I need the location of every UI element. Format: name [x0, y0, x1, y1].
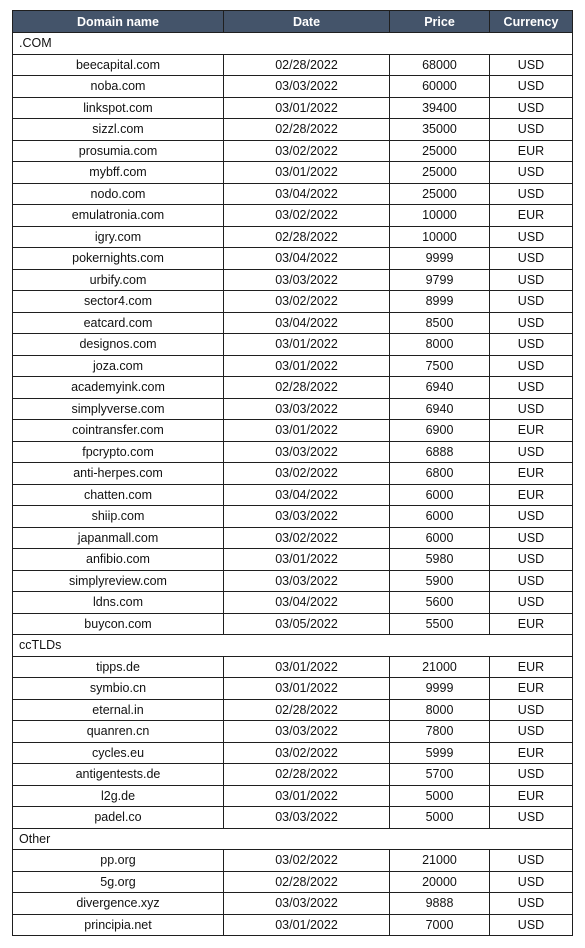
- domain-cell: sector4.com: [13, 291, 224, 313]
- currency-cell: USD: [490, 699, 573, 721]
- domain-cell: nodo.com: [13, 183, 224, 205]
- domain-cell: prosumia.com: [13, 140, 224, 162]
- domain-cell: urbify.com: [13, 269, 224, 291]
- date-cell: 03/02/2022: [224, 463, 390, 485]
- currency-cell: USD: [490, 764, 573, 786]
- table-row: [13, 420, 573, 442]
- table-row: [13, 183, 573, 205]
- table-row: [13, 678, 573, 700]
- domain-cell: designos.com: [13, 334, 224, 356]
- currency-cell: EUR: [490, 613, 573, 635]
- table-row: [13, 54, 573, 76]
- domain-cell: eternal.in: [13, 699, 224, 721]
- price-cell: 8500: [390, 312, 490, 334]
- domain-cell: quanren.cn: [13, 721, 224, 743]
- currency-cell: USD: [490, 807, 573, 829]
- price-cell: 5000: [390, 785, 490, 807]
- section-row: [13, 635, 573, 657]
- price-cell: 5700: [390, 764, 490, 786]
- table-row: [13, 291, 573, 313]
- domain-cell: joza.com: [13, 355, 224, 377]
- domain-cell: divergence.xyz: [13, 893, 224, 915]
- table-row: [13, 269, 573, 291]
- price-cell: 25000: [390, 140, 490, 162]
- date-cell: 02/28/2022: [224, 226, 390, 248]
- domain-sales-table: [12, 10, 573, 936]
- price-cell: 21000: [390, 656, 490, 678]
- date-cell: 03/03/2022: [224, 398, 390, 420]
- table-row: [13, 527, 573, 549]
- table-row: [13, 893, 573, 915]
- domain-cell: symbio.cn: [13, 678, 224, 700]
- header-domain-name: Domain name: [13, 11, 224, 33]
- currency-cell: USD: [490, 355, 573, 377]
- section-label: ccTLDs: [13, 635, 573, 657]
- domain-cell: antigentests.de: [13, 764, 224, 786]
- price-cell: 6940: [390, 398, 490, 420]
- domain-cell: pokernights.com: [13, 248, 224, 270]
- domain-cell: chatten.com: [13, 484, 224, 506]
- table-row: [13, 764, 573, 786]
- currency-cell: USD: [490, 226, 573, 248]
- table-body: [13, 33, 573, 936]
- date-cell: 03/02/2022: [224, 742, 390, 764]
- date-cell: 02/28/2022: [224, 699, 390, 721]
- date-cell: 03/03/2022: [224, 893, 390, 915]
- table-row: [13, 119, 573, 141]
- domain-cell: anfibio.com: [13, 549, 224, 571]
- table-row: [13, 140, 573, 162]
- price-cell: 5000: [390, 807, 490, 829]
- domain-cell: linkspot.com: [13, 97, 224, 119]
- domain-cell: fpcrypto.com: [13, 441, 224, 463]
- price-cell: 5900: [390, 570, 490, 592]
- price-cell: 7800: [390, 721, 490, 743]
- date-cell: 03/02/2022: [224, 527, 390, 549]
- date-cell: 03/04/2022: [224, 484, 390, 506]
- date-cell: 03/04/2022: [224, 248, 390, 270]
- table-row: [13, 226, 573, 248]
- date-cell: 02/28/2022: [224, 871, 390, 893]
- date-cell: 03/03/2022: [224, 807, 390, 829]
- date-cell: 03/01/2022: [224, 420, 390, 442]
- price-cell: 39400: [390, 97, 490, 119]
- currency-cell: EUR: [490, 742, 573, 764]
- currency-cell: EUR: [490, 205, 573, 227]
- date-cell: 03/02/2022: [224, 205, 390, 227]
- section-label: .COM: [13, 33, 573, 55]
- price-cell: 25000: [390, 183, 490, 205]
- table-row: [13, 914, 573, 936]
- header-price: Price: [390, 11, 490, 33]
- currency-cell: USD: [490, 162, 573, 184]
- section-label: Other: [13, 828, 573, 850]
- domain-cell: padel.co: [13, 807, 224, 829]
- date-cell: 03/03/2022: [224, 269, 390, 291]
- date-cell: 03/01/2022: [224, 678, 390, 700]
- price-cell: 8999: [390, 291, 490, 313]
- domain-cell: sizzl.com: [13, 119, 224, 141]
- table-row: [13, 656, 573, 678]
- date-cell: 03/03/2022: [224, 506, 390, 528]
- price-cell: 6940: [390, 377, 490, 399]
- date-cell: 03/02/2022: [224, 140, 390, 162]
- currency-cell: USD: [490, 312, 573, 334]
- price-cell: 35000: [390, 119, 490, 141]
- table-row: [13, 871, 573, 893]
- table-row: [13, 592, 573, 614]
- price-cell: 9999: [390, 678, 490, 700]
- date-cell: 02/28/2022: [224, 377, 390, 399]
- date-cell: 03/05/2022: [224, 613, 390, 635]
- date-cell: 03/03/2022: [224, 570, 390, 592]
- price-cell: 5980: [390, 549, 490, 571]
- currency-cell: EUR: [490, 678, 573, 700]
- domain-cell: simplyreview.com: [13, 570, 224, 592]
- currency-cell: USD: [490, 97, 573, 119]
- currency-cell: USD: [490, 721, 573, 743]
- currency-cell: EUR: [490, 140, 573, 162]
- domain-cell: cycles.eu: [13, 742, 224, 764]
- date-cell: 02/28/2022: [224, 764, 390, 786]
- date-cell: 02/28/2022: [224, 54, 390, 76]
- header-date: Date: [224, 11, 390, 33]
- price-cell: 68000: [390, 54, 490, 76]
- price-cell: 21000: [390, 850, 490, 872]
- table-row: [13, 506, 573, 528]
- domain-cell: noba.com: [13, 76, 224, 98]
- domain-cell: simplyverse.com: [13, 398, 224, 420]
- currency-cell: EUR: [490, 656, 573, 678]
- price-cell: 6888: [390, 441, 490, 463]
- price-cell: 9999: [390, 248, 490, 270]
- domain-cell: ldns.com: [13, 592, 224, 614]
- currency-cell: USD: [490, 183, 573, 205]
- currency-cell: EUR: [490, 484, 573, 506]
- currency-cell: USD: [490, 398, 573, 420]
- currency-cell: USD: [490, 76, 573, 98]
- table-row: [13, 613, 573, 635]
- domain-cell: emulatronia.com: [13, 205, 224, 227]
- price-cell: 8000: [390, 334, 490, 356]
- currency-cell: USD: [490, 248, 573, 270]
- currency-cell: USD: [490, 119, 573, 141]
- section-row: [13, 828, 573, 850]
- table-row: [13, 850, 573, 872]
- table-row: [13, 334, 573, 356]
- table-row: [13, 549, 573, 571]
- table-row: [13, 312, 573, 334]
- price-cell: 7500: [390, 355, 490, 377]
- currency-cell: USD: [490, 291, 573, 313]
- date-cell: 03/03/2022: [224, 76, 390, 98]
- table-row: [13, 463, 573, 485]
- currency-cell: USD: [490, 914, 573, 936]
- price-cell: 5600: [390, 592, 490, 614]
- date-cell: 03/01/2022: [224, 914, 390, 936]
- price-cell: 10000: [390, 226, 490, 248]
- price-cell: 6800: [390, 463, 490, 485]
- price-cell: 60000: [390, 76, 490, 98]
- date-cell: 03/02/2022: [224, 850, 390, 872]
- table-row: [13, 76, 573, 98]
- date-cell: 03/01/2022: [224, 97, 390, 119]
- domain-cell: igry.com: [13, 226, 224, 248]
- currency-cell: EUR: [490, 785, 573, 807]
- table-row: [13, 484, 573, 506]
- currency-cell: USD: [490, 893, 573, 915]
- currency-cell: USD: [490, 377, 573, 399]
- price-cell: 6000: [390, 506, 490, 528]
- domain-cell: academyink.com: [13, 377, 224, 399]
- table-row: [13, 162, 573, 184]
- price-cell: 5999: [390, 742, 490, 764]
- table-row: [13, 355, 573, 377]
- domain-cell: 5g.org: [13, 871, 224, 893]
- date-cell: 03/04/2022: [224, 312, 390, 334]
- date-cell: 03/01/2022: [224, 162, 390, 184]
- currency-cell: USD: [490, 850, 573, 872]
- domain-cell: cointransfer.com: [13, 420, 224, 442]
- currency-cell: USD: [490, 334, 573, 356]
- domain-cell: l2g.de: [13, 785, 224, 807]
- domain-cell: principia.net: [13, 914, 224, 936]
- domain-cell: mybff.com: [13, 162, 224, 184]
- table-row: [13, 699, 573, 721]
- date-cell: 03/04/2022: [224, 183, 390, 205]
- currency-cell: USD: [490, 871, 573, 893]
- currency-cell: USD: [490, 527, 573, 549]
- price-cell: 8000: [390, 699, 490, 721]
- date-cell: 03/01/2022: [224, 549, 390, 571]
- price-cell: 9799: [390, 269, 490, 291]
- currency-cell: USD: [490, 506, 573, 528]
- table-header: [13, 11, 573, 33]
- currency-cell: USD: [490, 54, 573, 76]
- section-row: [13, 33, 573, 55]
- domain-cell: pp.org: [13, 850, 224, 872]
- domain-cell: beecapital.com: [13, 54, 224, 76]
- price-cell: 10000: [390, 205, 490, 227]
- price-cell: 7000: [390, 914, 490, 936]
- table-row: [13, 441, 573, 463]
- price-cell: 5500: [390, 613, 490, 635]
- currency-cell: EUR: [490, 420, 573, 442]
- currency-cell: USD: [490, 592, 573, 614]
- currency-cell: USD: [490, 269, 573, 291]
- table-row: [13, 570, 573, 592]
- table-row: [13, 807, 573, 829]
- date-cell: 03/02/2022: [224, 291, 390, 313]
- currency-cell: EUR: [490, 463, 573, 485]
- domain-cell: shiip.com: [13, 506, 224, 528]
- table-row: [13, 205, 573, 227]
- date-cell: 03/01/2022: [224, 334, 390, 356]
- table-row: [13, 742, 573, 764]
- table-row: [13, 721, 573, 743]
- domain-cell: eatcard.com: [13, 312, 224, 334]
- currency-cell: USD: [490, 570, 573, 592]
- date-cell: 03/03/2022: [224, 441, 390, 463]
- table-row: [13, 97, 573, 119]
- date-cell: 02/28/2022: [224, 119, 390, 141]
- domain-cell: tipps.de: [13, 656, 224, 678]
- header-currency: Currency: [490, 11, 573, 33]
- table-row: [13, 398, 573, 420]
- table-row: [13, 785, 573, 807]
- domain-cell: buycon.com: [13, 613, 224, 635]
- domain-cell: japanmall.com: [13, 527, 224, 549]
- date-cell: 03/01/2022: [224, 785, 390, 807]
- header-row: [13, 11, 573, 33]
- price-cell: 20000: [390, 871, 490, 893]
- date-cell: 03/01/2022: [224, 656, 390, 678]
- price-cell: 6000: [390, 527, 490, 549]
- date-cell: 03/03/2022: [224, 721, 390, 743]
- date-cell: 03/01/2022: [224, 355, 390, 377]
- price-cell: 6900: [390, 420, 490, 442]
- price-cell: 6000: [390, 484, 490, 506]
- date-cell: 03/04/2022: [224, 592, 390, 614]
- table-row: [13, 377, 573, 399]
- currency-cell: USD: [490, 441, 573, 463]
- price-cell: 25000: [390, 162, 490, 184]
- domain-cell: anti-herpes.com: [13, 463, 224, 485]
- price-cell: 9888: [390, 893, 490, 915]
- table-row: [13, 248, 573, 270]
- currency-cell: USD: [490, 549, 573, 571]
